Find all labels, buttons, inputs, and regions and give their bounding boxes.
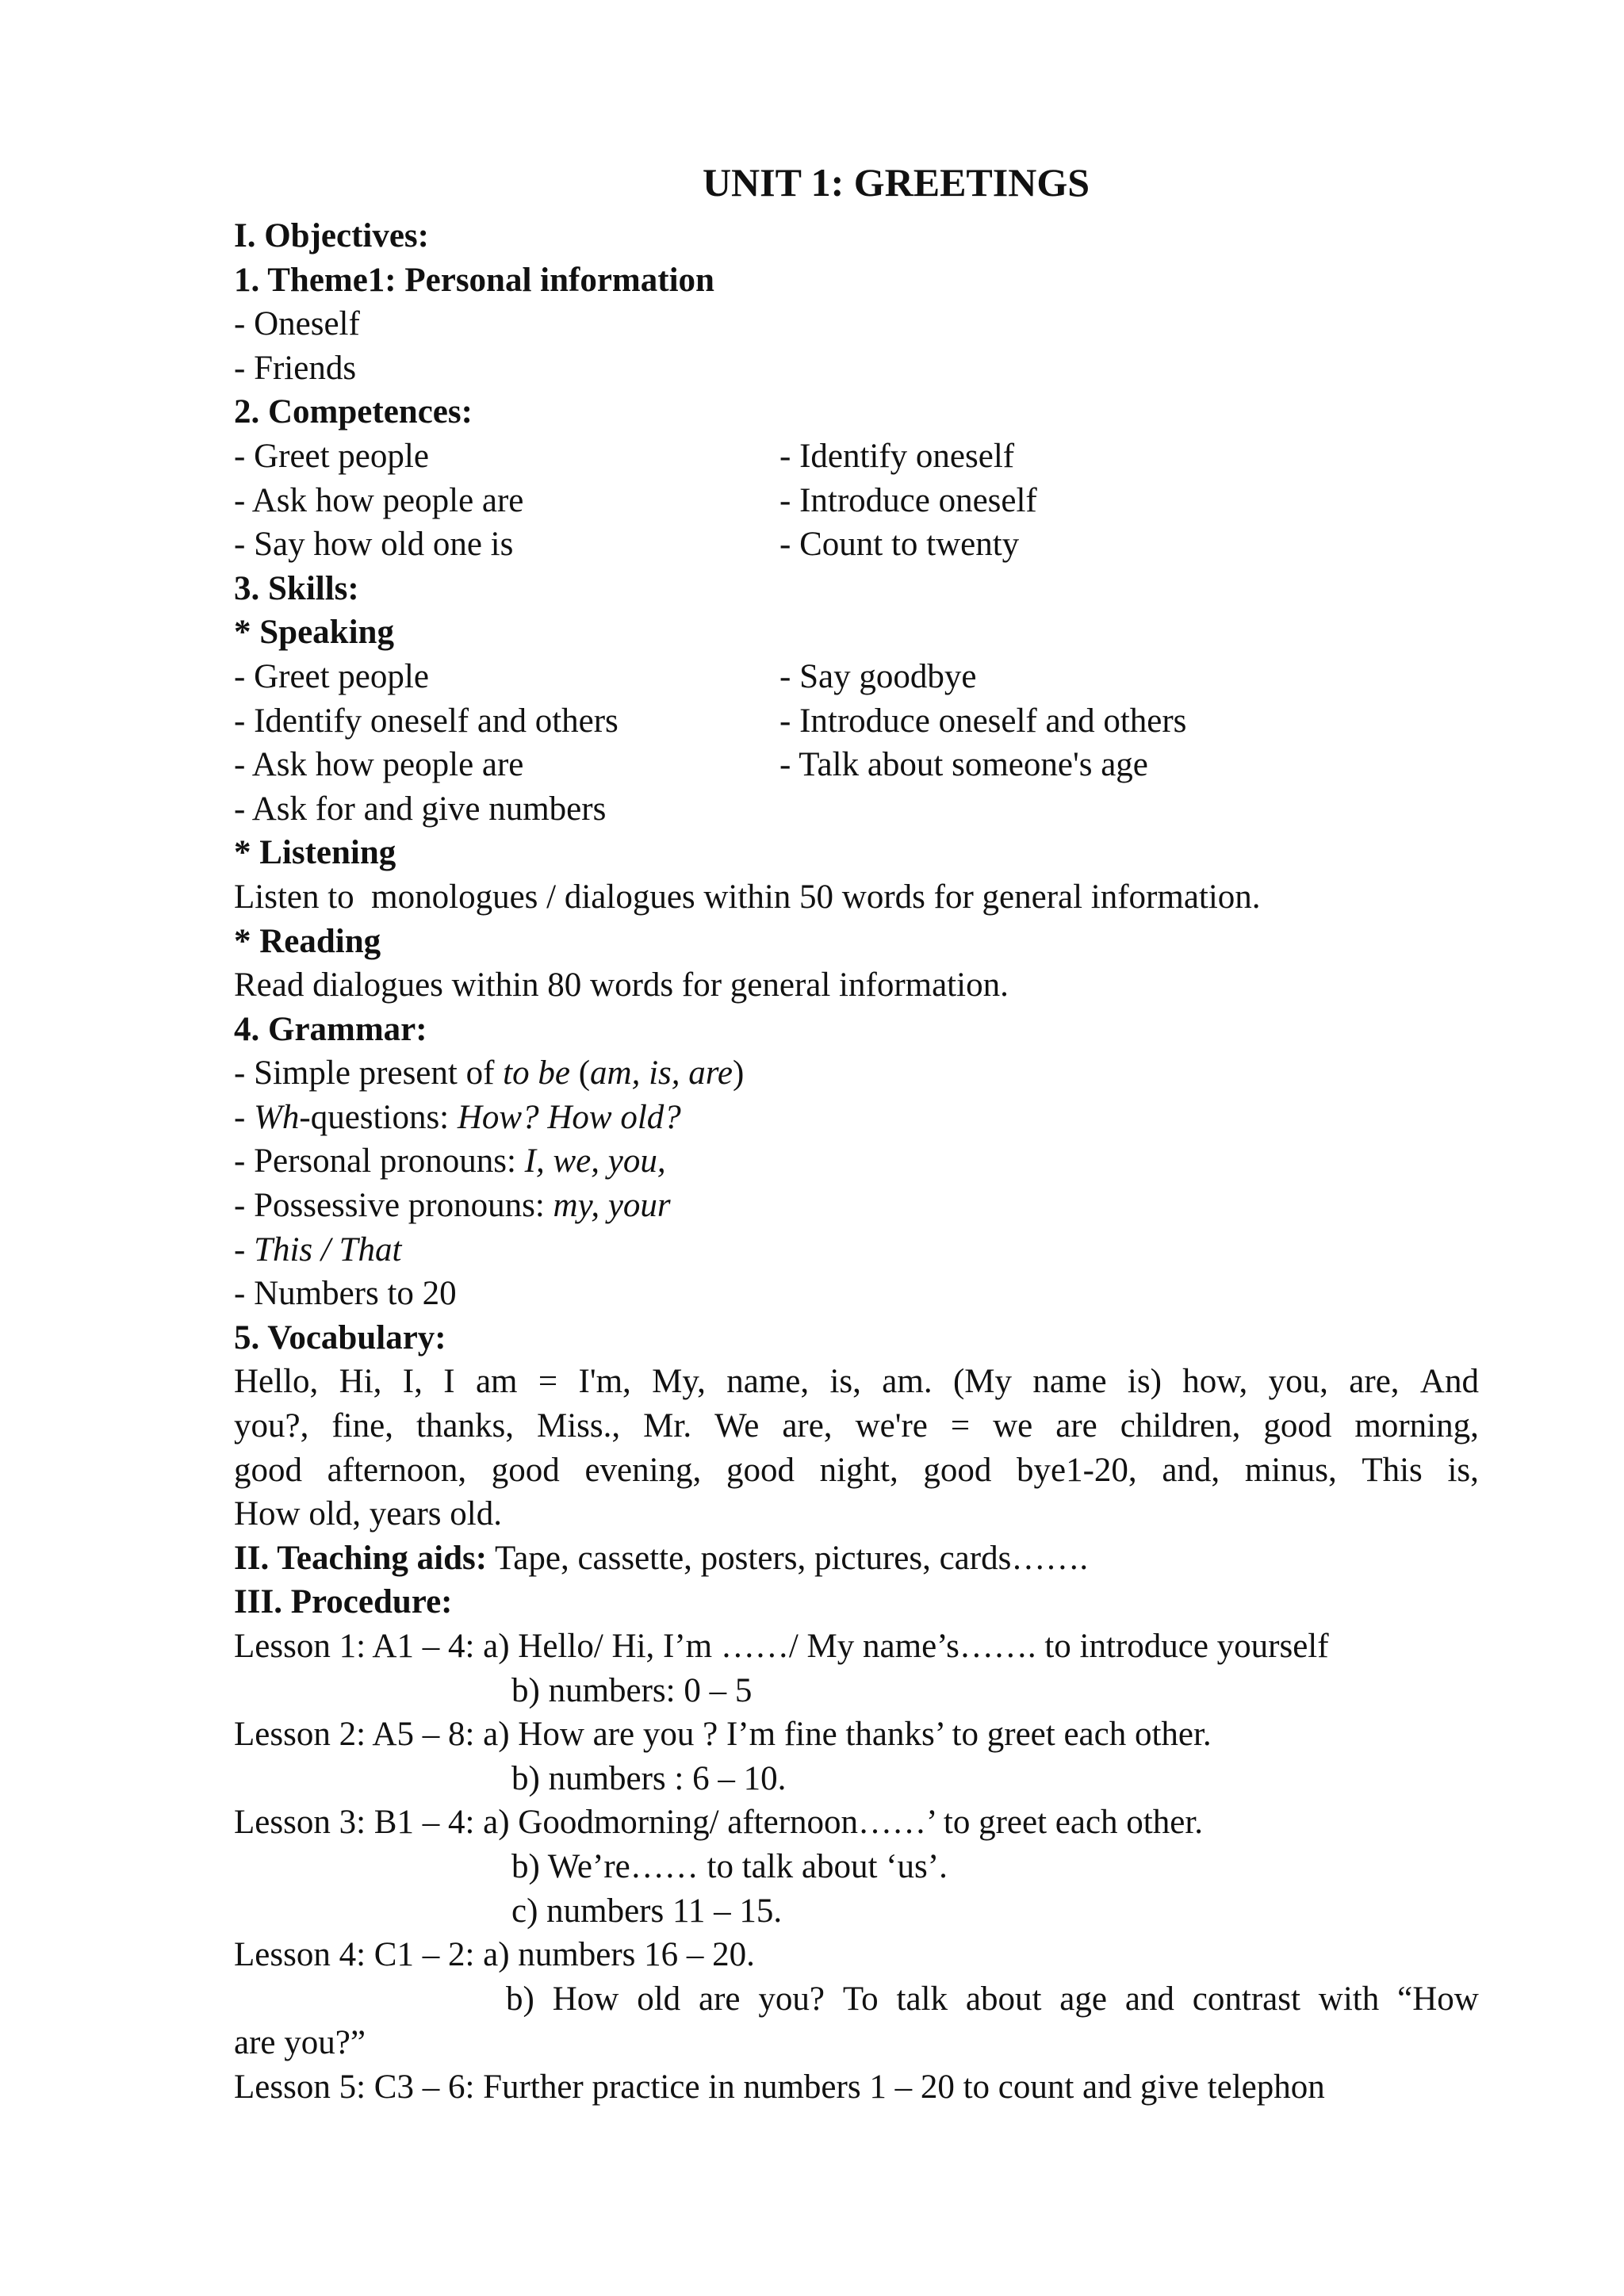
procedure-line: Lesson 5: C3 – 6: Further practice in numbers 1 – 20 to count and give telephon: [234, 2068, 1325, 2106]
vocabulary-word: good: [1263, 1407, 1332, 1445]
vocabulary-word: This: [1362, 1451, 1423, 1489]
vocabulary-word: am: [475, 1363, 518, 1401]
procedure-heading: III. Procedure:: [234, 1583, 453, 1621]
speaking-row: [234, 743, 1479, 787]
grammar-item: [234, 1051, 1479, 1096]
vocabulary-word: is,: [1447, 1451, 1479, 1489]
objectives-heading: I. Objectives:: [234, 217, 429, 254]
teaching-aids-text: Tape, cassette, posters, pictures, cards…….: [487, 1539, 1089, 1577]
vocabulary-word: are: [1055, 1407, 1097, 1445]
grammar-italic: my, your: [553, 1187, 671, 1225]
vocabulary-word: =: [538, 1363, 558, 1401]
teaching-aids: [234, 1536, 1479, 1581]
speaking-item: - Ask for and give numbers: [234, 790, 607, 828]
vocabulary-word: is,: [829, 1363, 861, 1401]
speaking-heading: * Speaking: [234, 614, 394, 652]
vocabulary-word: are,: [782, 1407, 833, 1445]
grammar-italic: to be: [503, 1054, 570, 1093]
vocabulary-word: and,: [1162, 1451, 1220, 1489]
listening-heading: * Listening: [234, 834, 396, 872]
procedure-word: talk: [896, 1980, 948, 2018]
procedure-word: and: [1124, 1980, 1174, 2018]
speaking-item: - Talk about someone's age: [779, 746, 1148, 784]
vocabulary-word: you,: [1268, 1363, 1328, 1401]
vocabulary-word: And: [1419, 1363, 1479, 1401]
competence-item: - Count to twenty: [779, 526, 1020, 564]
grammar-text: - Personal pronouns:: [234, 1142, 525, 1181]
grammar-text: - Simple present of: [234, 1054, 504, 1093]
theme-item: - Oneself: [234, 305, 360, 343]
procedure-line: Lesson 3: B1 – 4: a) Goodmorning/ afternoon……’ to greet each other.: [234, 1804, 1204, 1842]
vocabulary-word: afternoon,: [327, 1451, 467, 1489]
procedure-line: Lesson 1: A1 – 4: a) Hello/ Hi, I’m ……/ My name’s……. to introduce yourself: [234, 1628, 1329, 1665]
grammar-italic: I, we, you,: [524, 1142, 666, 1181]
speaking-item: - Greet people: [234, 657, 429, 695]
vocabulary-word: fine,: [331, 1407, 393, 1445]
procedure-line: c) numbers 11 – 15.: [511, 1892, 783, 1930]
speaking-item: - Introduce oneself and others: [779, 702, 1187, 740]
procedure-line: b) We’re…… to talk about ‘us’.: [511, 1847, 948, 1885]
vocabulary-word: good: [234, 1451, 302, 1489]
reading-heading: * Reading: [234, 922, 381, 960]
vocabulary-word: good: [726, 1451, 795, 1489]
theme-item: - Friends: [234, 349, 357, 387]
vocabulary-word: night,: [819, 1451, 898, 1489]
vocabulary-word: I'm,: [578, 1363, 631, 1401]
vocabulary-word: Miss.,: [536, 1407, 621, 1445]
competences-row: [234, 434, 1479, 479]
vocabulary-word: good: [923, 1451, 992, 1489]
vocabulary-word: (My: [952, 1363, 1013, 1401]
grammar-item: - Numbers to 20: [234, 1275, 457, 1313]
reading-text: Read dialogues within 80 words for general information.: [234, 966, 1009, 1004]
procedure-line: Lesson 2: A5 – 8: a) How are you ? I’m fine thanks’ to greet each other.: [234, 1716, 1212, 1754]
competences-row: [234, 522, 1479, 567]
competence-item: - Greet people: [234, 437, 429, 475]
grammar-item: [234, 1139, 1479, 1184]
vocabulary-word: evening,: [584, 1451, 702, 1489]
procedure-word: b): [506, 1980, 534, 2018]
procedure-line: are you?”: [234, 2024, 366, 2062]
grammar-item: - This / That: [234, 1230, 402, 1269]
skills-heading: 3. Skills:: [234, 569, 359, 607]
vocabulary-word: morning,: [1354, 1407, 1479, 1445]
vocabulary-word: Hi,: [339, 1363, 382, 1401]
vocabulary-heading: 5. Vocabulary:: [234, 1318, 446, 1357]
grammar-italic: am, is, are: [590, 1054, 733, 1093]
vocabulary-word: My,: [652, 1363, 706, 1401]
procedure-line: [234, 1977, 1479, 2022]
procedure-word: To: [842, 1980, 879, 2018]
teaching-aids-label: II. Teaching aids:: [234, 1539, 488, 1577]
vocabulary-word: Hello,: [234, 1363, 319, 1401]
grammar-item: [234, 1184, 1479, 1228]
grammar-italic: How? How old?: [457, 1098, 681, 1136]
vocabulary-word: are,: [1349, 1363, 1400, 1401]
competence-item: - Identify oneself: [779, 437, 1015, 475]
competences-row: [234, 479, 1479, 523]
vocabulary-word: we: [993, 1407, 1033, 1445]
vocabulary-word: minus,: [1244, 1451, 1337, 1489]
vocabulary-word: good: [491, 1451, 560, 1489]
speaking-item: - Identify oneself and others: [234, 702, 619, 740]
theme-heading: 1. Theme1: Personal information: [234, 261, 714, 299]
competence-item: - Say how old one is: [234, 526, 514, 564]
vocabulary-word: thanks,: [416, 1407, 514, 1445]
procedure-word: contrast: [1192, 1980, 1300, 2018]
competence-item: - Ask how people are: [234, 481, 524, 519]
vocabulary-word: I: [443, 1363, 455, 1401]
procedure-word: age: [1059, 1980, 1107, 2018]
vocabulary-word: name: [1032, 1363, 1107, 1401]
grammar-heading: 4. Grammar:: [234, 1010, 427, 1048]
vocabulary-word: I,: [402, 1363, 423, 1401]
vocabulary-word: bye1-20,: [1017, 1451, 1137, 1489]
vocabulary-word: we're: [855, 1407, 928, 1445]
unit-title: UNIT 1: GREETINGS: [702, 160, 1090, 205]
procedure-line: Lesson 4: C1 – 2: a) numbers 16 – 20.: [234, 1936, 755, 1974]
procedure-word: about: [965, 1980, 1042, 2018]
listening-text: Listen to monologues / dialogues within 50 words for general information.: [234, 878, 1261, 916]
procedure-word: How: [552, 1980, 619, 2018]
grammar-text: (: [569, 1054, 591, 1093]
procedure-word: with: [1318, 1980, 1380, 2018]
vocabulary-word: is): [1127, 1363, 1162, 1401]
speaking-row: [234, 655, 1479, 699]
procedure-word: “How: [1397, 1980, 1479, 2018]
procedure-word: you?: [758, 1980, 825, 2018]
vocabulary-word: Mr.: [643, 1407, 692, 1445]
procedure-word: old: [637, 1980, 681, 2018]
grammar-text: - Possessive pronouns:: [234, 1187, 553, 1225]
speaking-row: [234, 699, 1479, 744]
competences-heading: 2. Competences:: [234, 393, 473, 431]
grammar-text: ): [733, 1054, 745, 1093]
vocabulary-line: [234, 1404, 1479, 1448]
vocabulary-word: am.: [882, 1363, 933, 1401]
procedure-line: b) numbers : 6 – 10.: [511, 1759, 787, 1797]
speaking-item: - Say goodbye: [779, 657, 977, 695]
vocabulary-line: How old, years old.: [234, 1495, 502, 1533]
procedure-line: b) numbers: 0 – 5: [511, 1671, 753, 1709]
vocabulary-line: [234, 1360, 1479, 1404]
vocabulary-line: [234, 1448, 1479, 1493]
procedure-word: are: [699, 1980, 741, 2018]
grammar-text: -: [234, 1098, 255, 1136]
vocabulary-word: you?,: [234, 1407, 309, 1445]
vocabulary-word: how,: [1182, 1363, 1248, 1401]
document-page: [234, 151, 1479, 2110]
vocabulary-word: name,: [726, 1363, 810, 1401]
grammar-italic: Wh: [254, 1098, 300, 1136]
grammar-text: -questions:: [299, 1098, 458, 1136]
vocabulary-word: children,: [1120, 1407, 1241, 1445]
vocabulary-word: =: [950, 1407, 971, 1445]
competence-item: - Introduce oneself: [779, 481, 1037, 519]
vocabulary-word: We: [714, 1407, 760, 1445]
grammar-item: [234, 1096, 1479, 1140]
speaking-item: - Ask how people are: [234, 746, 524, 784]
